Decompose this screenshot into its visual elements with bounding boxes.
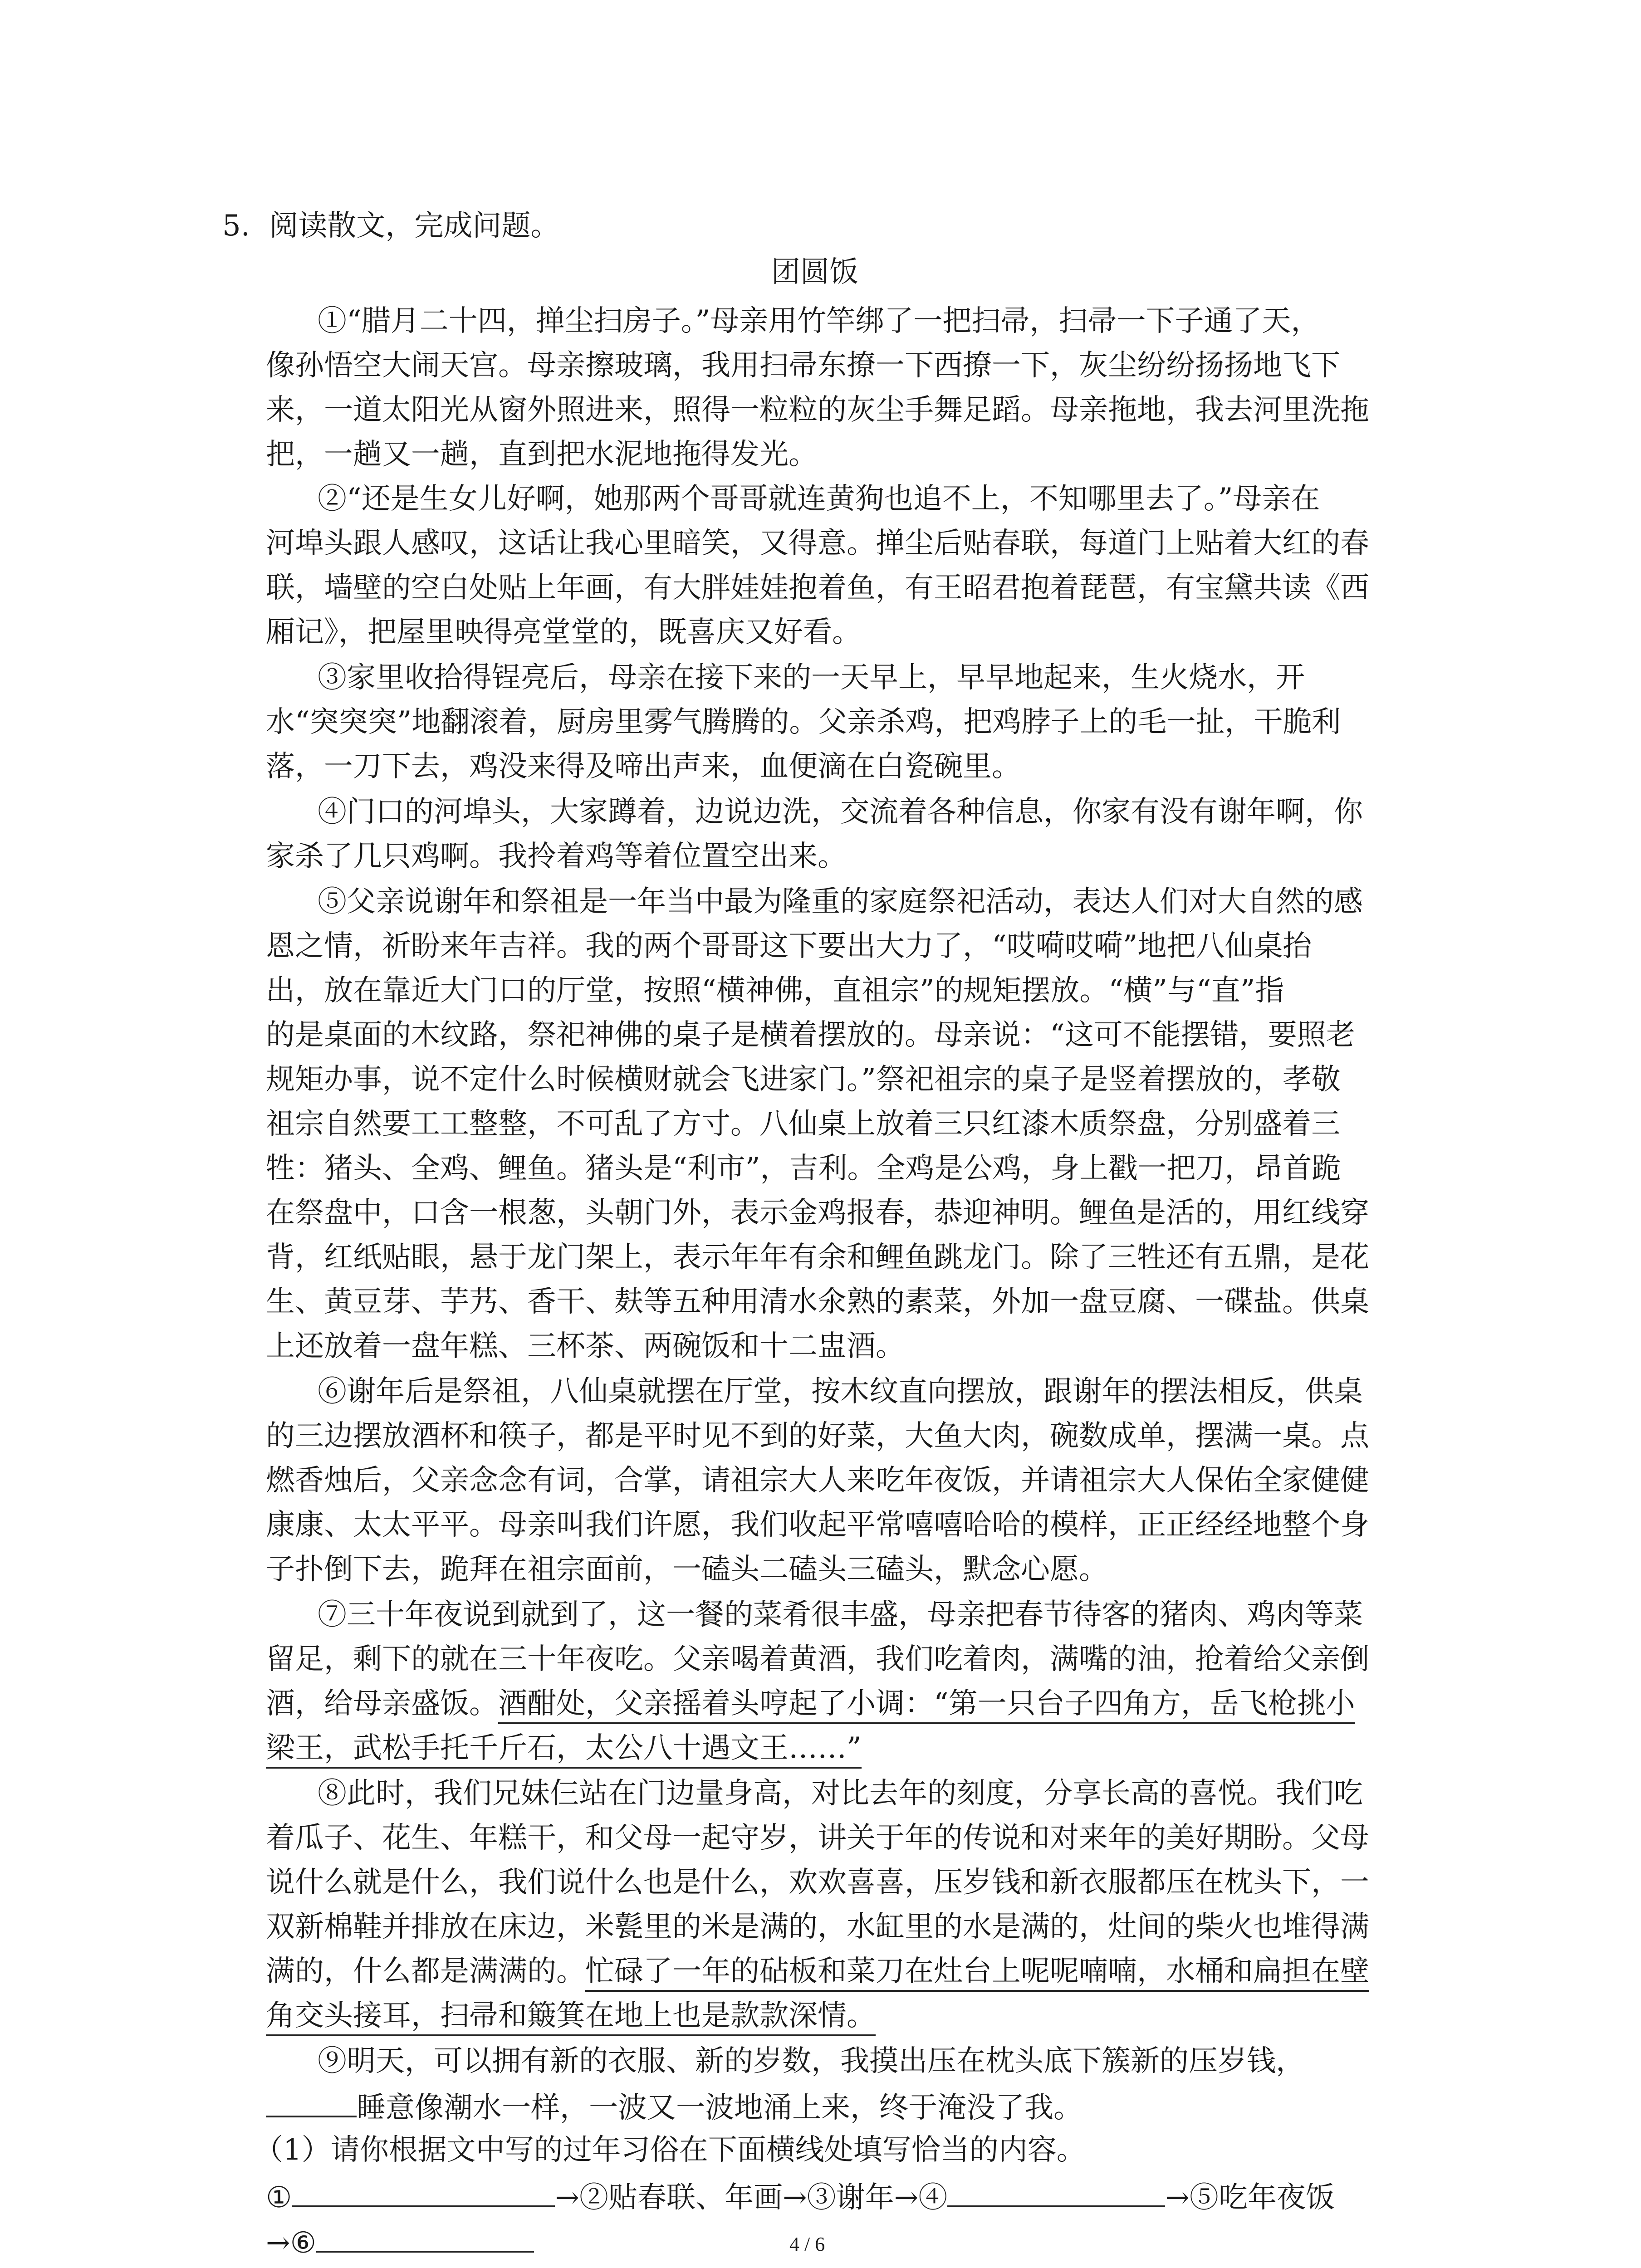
underlined-sentence: 酒酣处，父亲摇着头哼起了小调：“第一只台子四角方，岳飞枪挑小	[498, 1687, 1355, 1724]
text-line: 出，放在靠近大门口的厅堂，按照“横神佛，直祖宗”的规矩摆放。“横”与“直”指	[266, 974, 1284, 1007]
question-instruction: 阅读散文，完成问题。	[269, 209, 560, 243]
text-line: ⑨明天，可以拥有新的衣服、新的岁数，我摸出压在枕头底下簇新的压岁钱，	[318, 2044, 1305, 2078]
text-line: ⑧此时，我们兄妹仨站在门边量身高，对比去年的刻度，分享长高的喜悦。我们吃	[318, 1777, 1363, 1810]
text-line-mixed	[266, 1953, 1369, 1989]
text-line: ⑤父亲说谢年和祭祖是一年当中最为隆重的家庭祭祀活动，表达人们对大自然的感	[318, 885, 1363, 919]
text-line: 落，一刀下去，鸡没来得及啼出声来，血便滴在白瓷碗里。	[266, 750, 1021, 783]
text-line-mixed	[266, 1686, 1355, 1722]
underlined-sentence: 忙碌了一年的砧板和菜刀在灶台上呢呢喃喃，水桶和扁担在壁	[585, 1955, 1369, 1992]
page-number: 4 / 6	[789, 2233, 825, 2255]
text-line: 留足，剩下的就在三十年夜吃。父亲喝着黄酒，我们吃着肉，满嘴的油，抢着给父亲倒	[266, 1642, 1369, 1676]
q1-sequence	[266, 2177, 1335, 2216]
text-line: 恩之情，祈盼来年吉祥。我的两个哥哥这下要出大力了，“哎嗬哎嗬”地把八仙桌抬	[266, 929, 1312, 963]
text-line: ⑥谢年后是祭祖，八仙桌就摆在厅堂，按木纹直向摆放，跟谢年的摆法相反，供桌	[318, 1375, 1363, 1408]
answer-blank[interactable]	[292, 2177, 555, 2207]
text-line: 的是桌面的木纹路，祭祀神佛的桌子是横着摆放的。母亲说：“这可不能摆错，要照老	[266, 1018, 1355, 1052]
text-line: 祖宗自然要工工整整，不可乱了方寸。八仙桌上放着三只红漆木质祭盘，分别盛着三	[266, 1107, 1340, 1141]
text-line-with-blank	[266, 2087, 1083, 2126]
text-line: 双新棉鞋并排放在床边，米甏里的米是满的，水缸里的水是满的，灶间的柴火也堆得满	[266, 1910, 1369, 1944]
text-line: ①“腊月二十四，掸尘扫房子。”母亲用竹竿绑了一把扫帚，扫帚一下子通了天，	[318, 304, 1320, 338]
answer-blank[interactable]	[266, 2087, 357, 2117]
seq-part: →⑥	[266, 2226, 316, 2260]
question-header	[222, 208, 559, 244]
text-line: ③家里收拾得锃亮后，母亲在接下来的一天早上，早早地起来，生火烧水，开	[318, 661, 1305, 694]
text-line: 在祭盘中，口含一根葱，头朝门外，表示金鸡报春，恭迎神明。鲤鱼是活的，用红线穿	[266, 1196, 1369, 1230]
seq-part: →⑤吃年夜饭	[1165, 2181, 1335, 2214]
text-line: 把，一趟又一趟，直到把水泥地拖得发光。	[266, 438, 818, 471]
seq-part: ①	[266, 2181, 292, 2214]
question-1: （1）请你根据文中写的过年习俗在下面横线处填写恰当的内容。	[254, 2133, 1086, 2167]
text-line-mixed	[266, 1730, 862, 1766]
text-line: 生、黄豆芽、芋艿、香干、麸等五种用清水氽熟的素菜，外加一盘豆腐、一碟盐。供桌	[266, 1285, 1369, 1319]
text-line-mixed	[266, 1998, 876, 2034]
text-line: 康康、太太平平。母亲叫我们许愿，我们收起平常嘻嘻哈哈的模样，正正经经地整个身	[266, 1508, 1369, 1542]
text-line: 家杀了几只鸡啊。我拎着鸡等着位置空出来。	[266, 840, 847, 873]
answer-blank[interactable]	[316, 2223, 534, 2253]
text-line: 的三边摆放酒杯和筷子，都是平时见不到的好菜，大鱼大肉，碗数成单，摆满一桌。点	[266, 1419, 1369, 1453]
text-line: 说什么就是什么，我们说什么也是什么，欢欢喜喜，压岁钱和新衣服都压在枕头下，一	[266, 1866, 1369, 1899]
underlined-sentence: 角交头接耳，扫帚和簸箕在地上也是款款深情。	[266, 1999, 876, 2036]
seq-part: →②贴春联、年画→③谢年→④	[555, 2181, 948, 2214]
text-line: 河埠头跟人感叹，这话让我心里暗笑，又得意。掸尘后贴春联，每道门上贴着大红的春	[266, 527, 1369, 560]
question-number: 5.	[222, 209, 250, 243]
answer-blank[interactable]	[947, 2177, 1165, 2207]
text-line: ⑦三十年夜说到就到了，这一餐的菜肴很丰盛，母亲把春节待客的猪肉、鸡肉等菜	[318, 1598, 1363, 1632]
text-line: 上还放着一盘年糕、三杯茶、两碗饭和十二盅酒。	[266, 1330, 905, 1363]
text-line: 水“突突突”地翻滚着，厨房里雾气腾腾的。父亲杀鸡，把鸡脖子上的毛一扯，干脆利	[266, 705, 1341, 739]
text-line: 牲：猪头、全鸡、鲤鱼。猪头是“利市”，吉利。全鸡是公鸡，身上戳一把刀，昂首跪	[266, 1152, 1341, 1185]
text-line: 规矩办事，说不定什么时候横财就会飞进家门。”祭祀祖宗的桌子是竖着摆放的，孝敬	[266, 1063, 1341, 1096]
text-line: ②“还是生女儿好啊，她那两个哥哥就连黄狗也追不上，不知哪里去了。”母亲在	[318, 482, 1320, 516]
text-line: ④门口的河埠头，大家蹲着，边说边洗，交流着各种信息，你家有没有谢年啊，你	[318, 795, 1363, 829]
underlined-sentence: 梁王，武松手托千斤石，太公八十遇文王……”	[266, 1731, 862, 1769]
text-line: 像孙悟空大闹天宫。母亲擦玻璃，我用扫帚东撩一下西撩一下，灰尘纷纷扬扬地飞下	[266, 349, 1340, 382]
text-plain: 酒，给母亲盛饭。	[266, 1687, 498, 1721]
q1-sequence-cont	[266, 2223, 534, 2261]
text-line: 厢记》，把屋里映得亮堂堂的，既喜庆又好看。	[266, 616, 861, 649]
text-line: 来，一道太阳光从窗外照进来，照得一粒粒的灰尘手舞足蹈。母亲拖地，我去河里洗拖	[266, 393, 1369, 427]
text-line: 子扑倒下去，跪拜在祖宗面前，一磕头二磕头三磕头，默念心愿。	[266, 1553, 1108, 1586]
essay-title: 团圆饭	[771, 255, 858, 289]
text-plain: 睡意像潮水一样，一波又一波地涌上来，终于淹没了我。	[357, 2091, 1083, 2125]
text-line: 背，红纸贴眼，悬于龙门架上，表示年年有余和鲤鱼跳龙门。除了三牲还有五鼎，是花	[266, 1241, 1369, 1274]
text-plain: 满的，什么都是满满的。	[266, 1955, 585, 1988]
text-line: 联，墙壁的空白处贴上年画，有大胖娃娃抱着鱼，有王昭君抱着琵琶，有宝黛共读《西	[266, 571, 1369, 605]
text-line: 燃香烛后，父亲念念有词，合掌，请祖宗大人来吃年夜饭，并请祖宗大人保佑全家健健	[266, 1464, 1369, 1497]
text-line: 着瓜子、花生、年糕干，和父母一起守岁，讲关于年的传说和对来年的美好期盼。父母	[266, 1821, 1369, 1855]
